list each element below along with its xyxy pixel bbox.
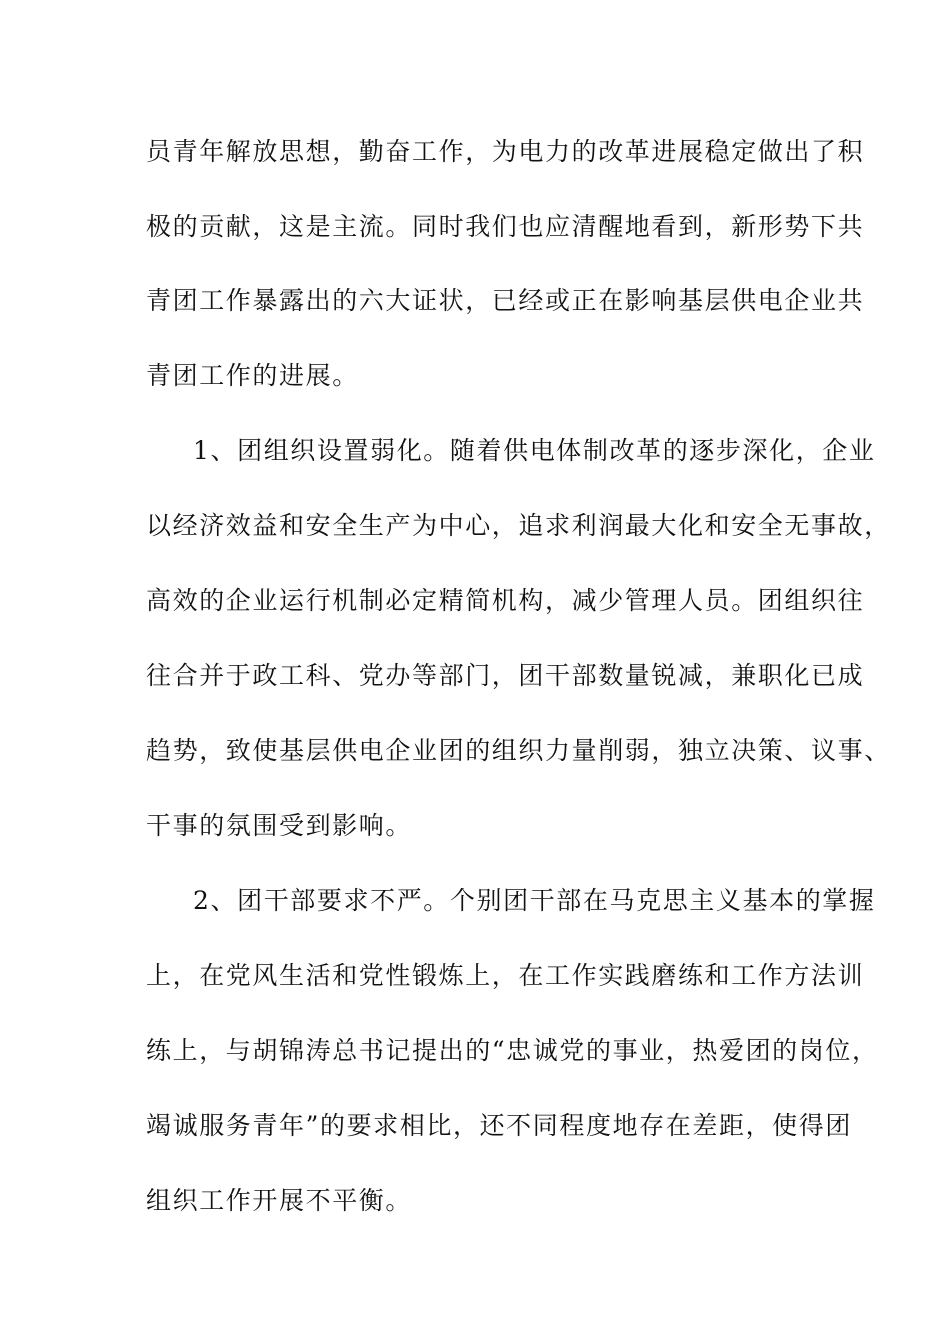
text-line: 往合并于政工科、党办等部门，团干部数量锐减，兼职化已成 [146, 661, 865, 690]
text-line: 青团工作的进展。 [146, 361, 359, 390]
text-line: 高效的企业运行机制必定精简机构，减少管理人员。团组织往 [146, 586, 865, 615]
text-line: 极的贡献，这是主流。同时我们也应清醒地看到，新形势下共 [146, 212, 865, 241]
paragraph-1-first-line: 1、团组织设置弱化。随着供电体制改革的逐步深化，企业 [193, 436, 876, 465]
text-line: 趋势，致使基层供电企业团的组织力量削弱，独立决策、议事、 [146, 736, 891, 765]
text-line: 组织工作开展不平衡。 [146, 1186, 413, 1215]
paragraph-2-first-line: 2、团干部要求不严。个别团干部在马克思主义基本的掌握 [193, 886, 876, 915]
text-line: 以经济效益和安全生产为中心，追求利润最大化和安全无事故， [146, 511, 891, 540]
text-line: 竭诚服务青年”的要求相比，还不同程度地存在差距，使得团 [146, 1111, 852, 1140]
text-line: 练上，与胡锦涛总书记提出的“忠诚党的事业，热爱团的岗位， [146, 1036, 879, 1065]
text-line: 上，在党风生活和党性锻炼上，在工作实践磨练和工作方法训 [146, 961, 865, 990]
text-line: 青团工作暴露出的六大证状，已经或正在影响基层供电企业共 [146, 286, 865, 315]
text-line: 干事的氛围受到影响。 [146, 811, 413, 840]
text-line: 员青年解放思想，勤奋工作，为电力的改革进展稳定做出了积 [146, 137, 865, 166]
